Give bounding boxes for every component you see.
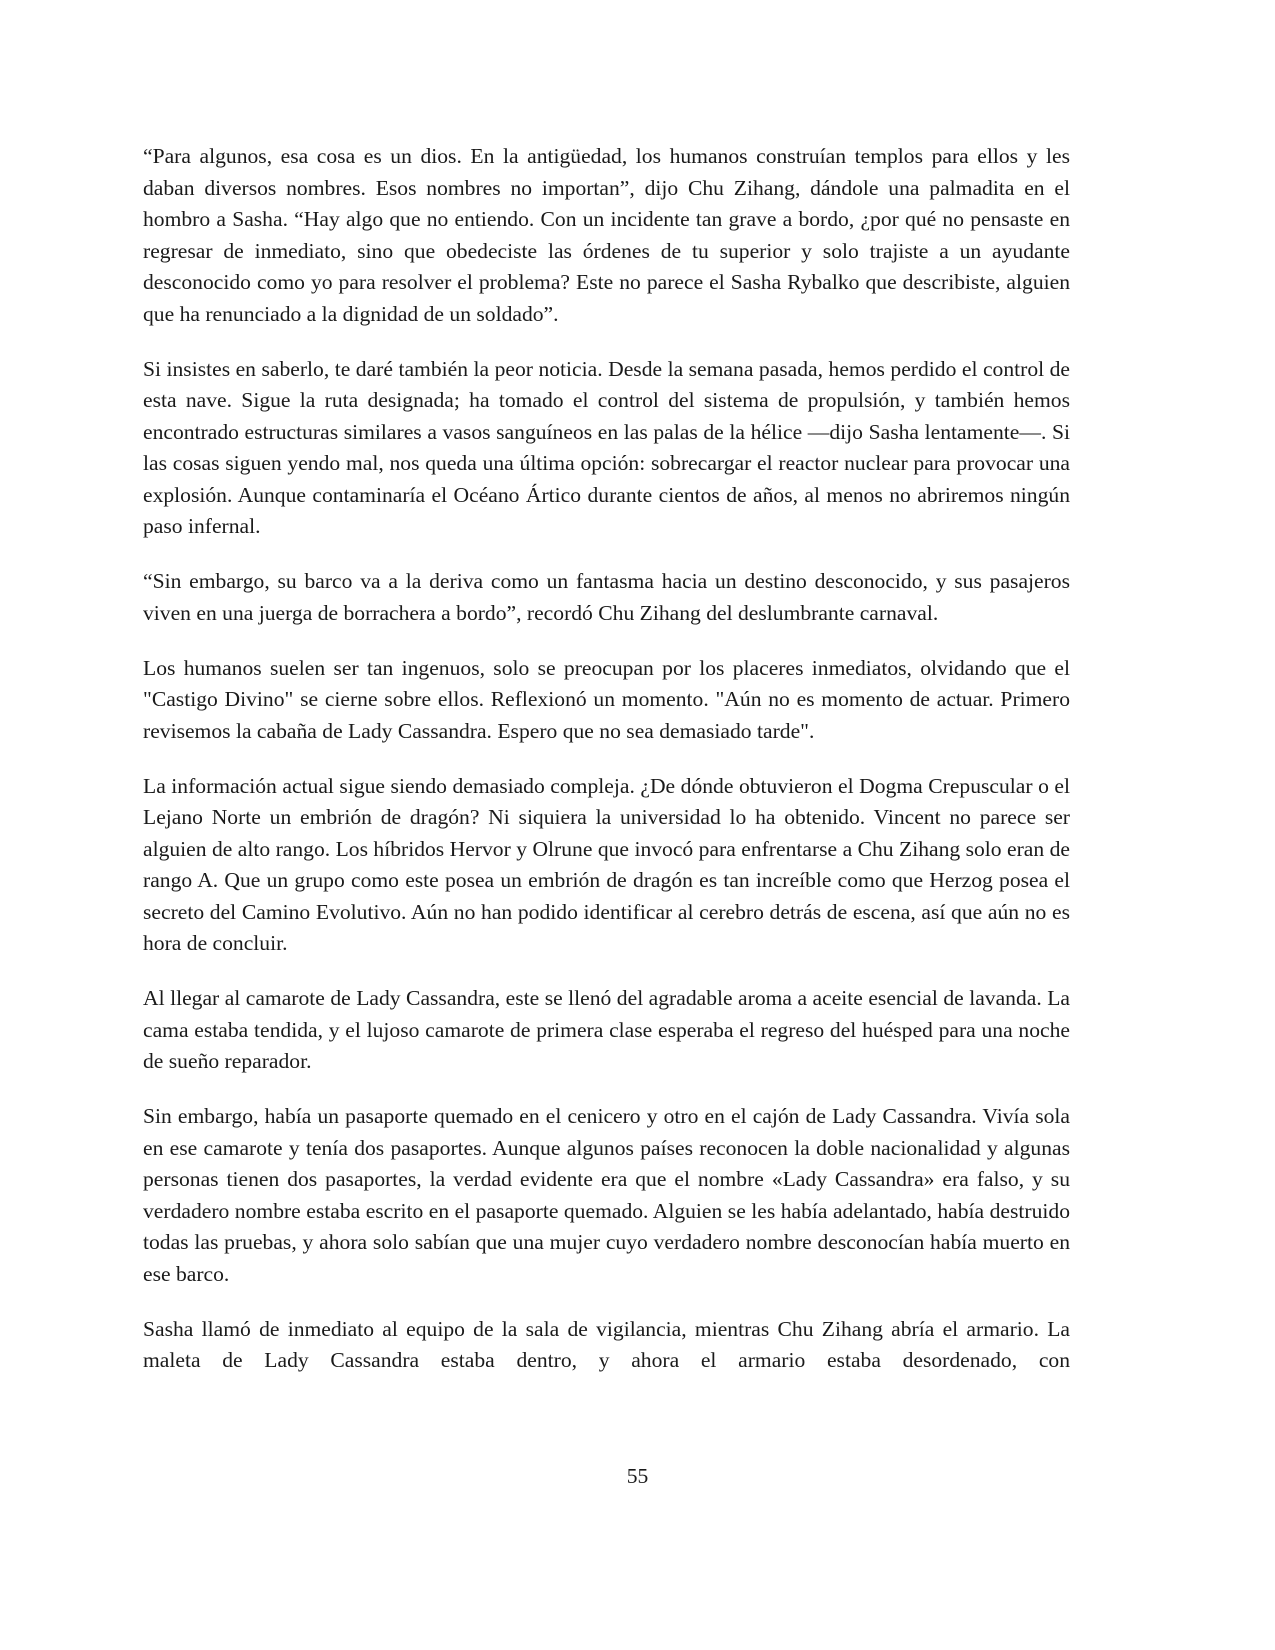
- paragraph: Si insistes en saberlo, te daré también la peor noticia. Desde la semana pasada, hemos perdido el control de esta nave. Sigue la ruta designada; ha tomado el control del sistema de propulsión, y también hemos encontrado estructuras similares a vasos sanguíneos en las palas de la hélice —dijo Sasha lentamente—. Si las cosas siguen yendo mal, nos queda una última opción: sobrecargar el reactor nuclear para provocar una explosión. Aunque contaminaría el Océano Ártico durante cientos de años, al menos no abriremos ningún paso infernal.: [143, 356, 1070, 538]
- page-number: 55: [626, 1464, 649, 1488]
- paragraph: Al llegar al camarote de Lady Cassandra, este se llenó del agradable aroma a aceite esencial de lavanda. La cama estaba tendida, y el lujoso camarote de primera clase esperaba el regreso del huésped para una noche de sueño reparador.: [143, 986, 1070, 1073]
- paragraph: Sin embargo, había un pasaporte quemado en el cenicero y otro en el cajón de Lady Cassandra. Vivía sola en ese camarote y tenía dos pasaportes. Aunque algunos países reconocen la doble nacionalidad y algunas personas tienen dos pasaportes, la verdad evidente era que el nombre «Lady Cassandra» era falso, y su verdadero nombre estaba escrito en el pasaporte quemado. Alguien se les había adelantado, había destruido todas las pruebas, y ahora solo sabían que una mujer cuyo verdadero nombre desconocían había muerto en ese barco.: [143, 1104, 1070, 1286]
- paragraph: La información actual sigue siendo demasiado compleja. ¿De dónde obtuvieron el Dogma Crepuscular o el Lejano Norte un embrión de dragón? Ni siquiera la universidad lo ha obtenido. Vincent no parece ser alguien de alto rango. Los híbridos Hervor y Olrune que invocó para enfrentarse a Chu Zihang solo eran de rango A. Que un grupo como este posea un embrión de dragón es tan increíble como que Herzog posea el secreto del Camino Evolutivo. Aún no han podido identificar al cerebro detrás de escena, así que aún no es hora de concluir.: [143, 773, 1070, 955]
- paragraph: Los humanos suelen ser tan ingenuos, solo se preocupan por los placeres inmediatos, olvidando que el "Castigo Divino" se cierne sobre ellos. Reflexionó un momento. "Aún no es momento de actuar. Primero revisemos la cabaña de Lady Cassandra. Espero que no sea demasiado tarde".: [143, 655, 1070, 743]
- page-body: [143, 141, 1070, 1400]
- paragraph: “Para algunos, esa cosa es un dios. En la antigüedad, los humanos construían templos para ellos y les daban diversos nombres. Esos nombres no importan”, dijo Chu Zihang, dándole una palmadita en el hombro a Sasha. “Hay algo que no entiendo. Con un incidente tan grave a bordo, ¿por qué no pensaste en regresar de inmediato, sino que obedeciste las órdenes de tu superior y solo trajiste a un ayudante desconocido como yo para resolver el problema? Este no parece el Sasha Rybalko que describiste, alguien que ha renunciado a la dignidad de un soldado”.: [143, 144, 1070, 326]
- paragraph: “Sin embargo, su barco va a la deriva como un fantasma hacia un destino desconocido, y sus pasajeros viven en una juerga de borrachera a bordo”, recordó Chu Zihang del deslumbrante carnaval.: [143, 569, 1070, 625]
- paragraph: Sasha llamó de inmediato al equipo de la sala de vigilancia, mientras Chu Zihang abría el armario. La maleta de Lady Cassandra estaba dentro, y ahora el armario estaba desordenado, con: [143, 1316, 1070, 1372]
